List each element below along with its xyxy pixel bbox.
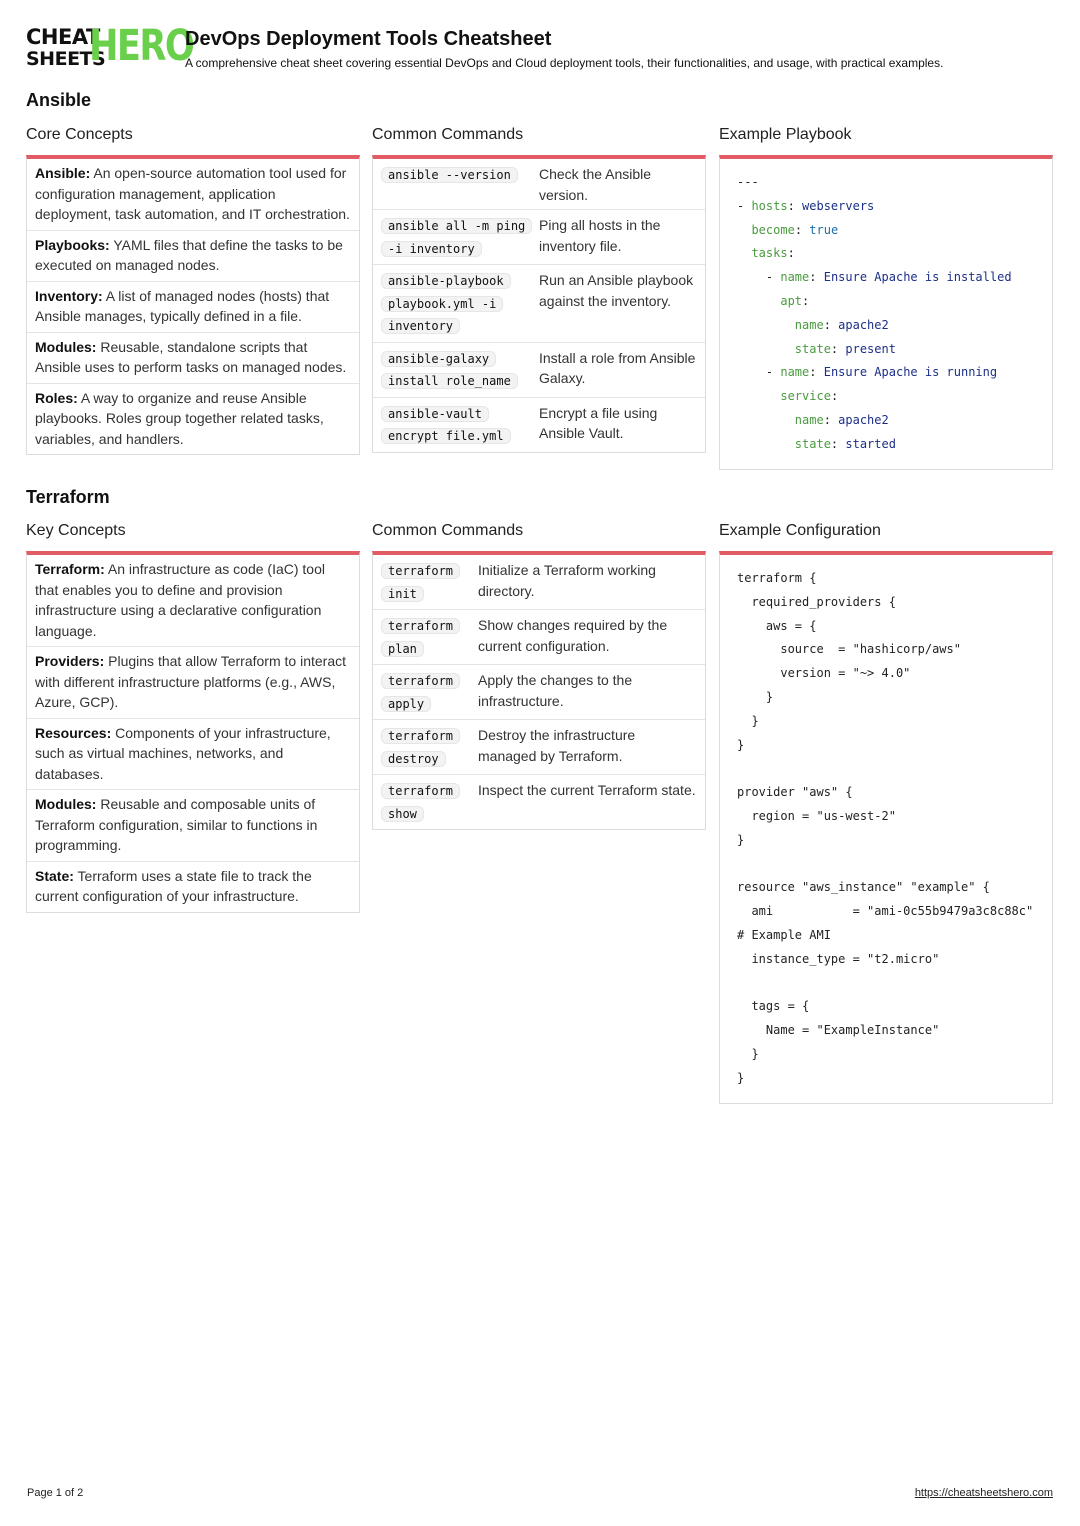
command-code[interactable]: ansible-galaxy install role_name xyxy=(381,351,518,390)
command-description: Run an Ansible playbook against the inventory. xyxy=(539,272,694,309)
concept-text: Reusable and composable units of Terraform configuration, similar to functions in programming. xyxy=(35,796,318,853)
logo-line-cheat: CHEAT xyxy=(26,25,100,49)
command-code[interactable]: ansible-vault encrypt file.yml xyxy=(381,406,511,445)
card-title-example-playbook: Example Playbook xyxy=(719,126,852,143)
yaml-doc-start: --- xyxy=(737,175,759,189)
concept-text: Components of your infrastructure, such as virtual machines, networks, and databases. xyxy=(35,724,331,782)
yaml-dash: - xyxy=(737,198,752,213)
concept-item xyxy=(27,862,359,912)
concept-item xyxy=(27,159,359,231)
playbook-code-block: --- - hosts: webservers become: true tasks: - name: Ensure Apache is installed apt: name: apache2 state: present - name: Ensure Apache is running service: name: apache2 state: started xyxy=(737,175,1012,451)
terraform-config-card xyxy=(719,551,1053,1104)
concept-item xyxy=(27,384,359,455)
section-title-terraform: Terraform xyxy=(26,487,110,507)
ansible-concepts-card xyxy=(26,155,360,455)
yaml-key: hosts xyxy=(751,198,788,213)
terraform-concepts-card xyxy=(26,551,360,913)
yaml-key: tasks xyxy=(751,246,788,261)
yaml-key: name xyxy=(794,317,824,332)
yaml-key: apt xyxy=(780,293,803,308)
command-code[interactable]: terraform apply xyxy=(381,673,460,712)
command-row xyxy=(373,343,705,398)
command-row xyxy=(373,159,705,210)
command-cell xyxy=(381,670,478,715)
concept-text: Terraform uses a state file to track the current configuration of your infrastructure. xyxy=(35,867,312,904)
command-row xyxy=(373,398,705,452)
concept-item xyxy=(27,333,359,384)
command-description: Check the Ansible version. xyxy=(539,166,652,203)
command-code[interactable]: ansible all -m ping -i inventory xyxy=(381,218,532,257)
card-title-example-configuration: Example Configuration xyxy=(719,522,881,539)
concept-term: Ansible: xyxy=(35,165,91,181)
yaml-key: become xyxy=(751,222,795,237)
concept-term: Inventory: xyxy=(35,287,103,304)
command-cell xyxy=(381,780,478,825)
yaml-key: state xyxy=(794,341,831,356)
concept-text: YAML files that define the tasks to be executed on managed nodes. xyxy=(35,236,343,273)
command-cell xyxy=(381,560,478,605)
yaml-key: service xyxy=(780,389,831,404)
concept-term: Resources: xyxy=(35,724,112,741)
yaml-value: apache2 xyxy=(838,317,889,332)
yaml-key: state xyxy=(794,436,831,451)
command-cell xyxy=(381,725,478,770)
command-row xyxy=(373,210,705,265)
command-description: Apply the changes to the infrastructure. xyxy=(478,672,633,709)
card-title-ansible-commands: Common Commands xyxy=(372,126,524,143)
ansible-commands-card xyxy=(372,155,706,453)
command-row xyxy=(373,265,705,343)
section-title-ansible: Ansible xyxy=(26,90,92,110)
command-cell xyxy=(381,403,539,448)
yaml-value: webservers xyxy=(802,198,875,213)
cheatsheets-hero-logo[interactable] xyxy=(26,21,194,72)
command-description: Inspect the current Terraform state. xyxy=(478,782,696,798)
command-cell xyxy=(381,164,539,205)
concept-term: State: xyxy=(35,867,74,884)
concept-term: Terraform: xyxy=(35,561,105,577)
yaml-value: Ensure Apache is installed xyxy=(823,270,1012,285)
command-cell xyxy=(381,215,539,260)
yaml-value: Ensure Apache is running xyxy=(823,365,998,380)
command-code[interactable]: ansible --version xyxy=(381,167,518,183)
config-code-block: terraform { required_providers { aws = { source = "hashicorp/aws" version = "~> 4.0" } } } provider "aws" { region = "us-west-2" } resource "aws_instance" "example" { ami = "ami-0c55b9479a3c8c88c" # Example AMI instance_type = "t2.micro" tags = { Name = "ExampleInstance" } } xyxy=(737,571,1034,1085)
command-description: Show changes required by the current configuration. xyxy=(478,617,668,654)
command-code[interactable]: terraform show xyxy=(381,783,460,822)
yaml-bool: true xyxy=(809,222,839,237)
yaml-key: name xyxy=(780,270,810,285)
page-header xyxy=(26,21,1066,76)
concept-item xyxy=(27,231,359,282)
command-cell xyxy=(381,615,478,660)
command-description: Install a role from Ansible Galaxy. xyxy=(539,349,696,386)
yaml-key: name xyxy=(780,365,810,380)
page-title: DevOps Deployment Tools Cheatsheet xyxy=(185,28,552,50)
command-code[interactable]: terraform destroy xyxy=(381,728,460,767)
concept-term: Roles: xyxy=(35,389,78,406)
yaml-value: present xyxy=(845,341,896,356)
command-code[interactable]: terraform plan xyxy=(381,618,460,657)
concept-text: Plugins that allow Terraform to interact with different infrastructure platforms (e.g., AWS, Azure, GCP). xyxy=(35,653,346,710)
logo-hero: HERO xyxy=(89,21,194,71)
yaml-key: name xyxy=(794,412,824,427)
site-link[interactable]: https://cheatsheetshero.com xyxy=(914,1487,1053,1499)
page-number: Page 1 of 2 xyxy=(27,1487,84,1499)
concept-text: Reusable, standalone scripts that Ansible uses to perform tasks on managed nodes. xyxy=(35,338,347,375)
command-description: Encrypt a file using Ansible Vault. xyxy=(539,404,658,441)
concept-term: Modules: xyxy=(35,338,97,355)
logo-line-sheets: SHEETS xyxy=(26,48,106,70)
command-row xyxy=(373,665,705,720)
command-cell xyxy=(381,270,539,338)
concept-text: An open-source automation tool used for configuration management, application deployment, task automation, and IT orchestration. xyxy=(35,165,350,222)
ansible-playbook-card xyxy=(719,155,1053,470)
concept-term: Providers: xyxy=(35,653,105,669)
command-description: Ping all hosts in the inventory file. xyxy=(539,217,661,254)
concept-term: Playbooks: xyxy=(35,236,110,253)
command-row xyxy=(373,610,705,665)
concept-item xyxy=(27,719,359,791)
concept-item xyxy=(27,647,359,719)
concept-text: An infrastructure as code (IaC) tool that enables you to define and provision infrastructure using a declarative configuration language. xyxy=(35,561,325,639)
card-title-terraform-commands: Common Commands xyxy=(372,522,524,539)
card-title-core-concepts: Core Concepts xyxy=(26,126,133,143)
command-code[interactable]: ansible-playbook playbook.yml -i inventory xyxy=(381,273,511,334)
page-subtitle: A comprehensive cheat sheet covering essential DevOps and Cloud deployment tools, their functionalities, and usage, with practical examples. xyxy=(185,56,944,70)
command-row xyxy=(373,720,705,775)
terraform-commands-card xyxy=(372,551,706,830)
card-title-key-concepts: Key Concepts xyxy=(26,522,126,539)
command-cell xyxy=(381,348,539,393)
command-description: Initialize a Terraform working directory. xyxy=(478,562,656,599)
concept-item xyxy=(27,790,359,862)
command-code[interactable]: terraform init xyxy=(381,563,460,602)
concept-text: A way to organize and reuse Ansible playbooks. Roles group together related tasks, variables, and handlers. xyxy=(35,389,324,447)
command-row xyxy=(373,775,705,829)
command-row xyxy=(373,555,705,610)
concept-item xyxy=(27,282,359,333)
concept-item xyxy=(27,555,359,647)
yaml-value: apache2 xyxy=(838,412,889,427)
concept-term: Modules: xyxy=(35,796,97,812)
command-description: Destroy the infrastructure managed by Terraform. xyxy=(478,727,636,764)
concept-text: A list of managed nodes (hosts) that Ansible manages, typically defined in a file. xyxy=(35,287,330,324)
yaml-value: started xyxy=(845,436,896,451)
